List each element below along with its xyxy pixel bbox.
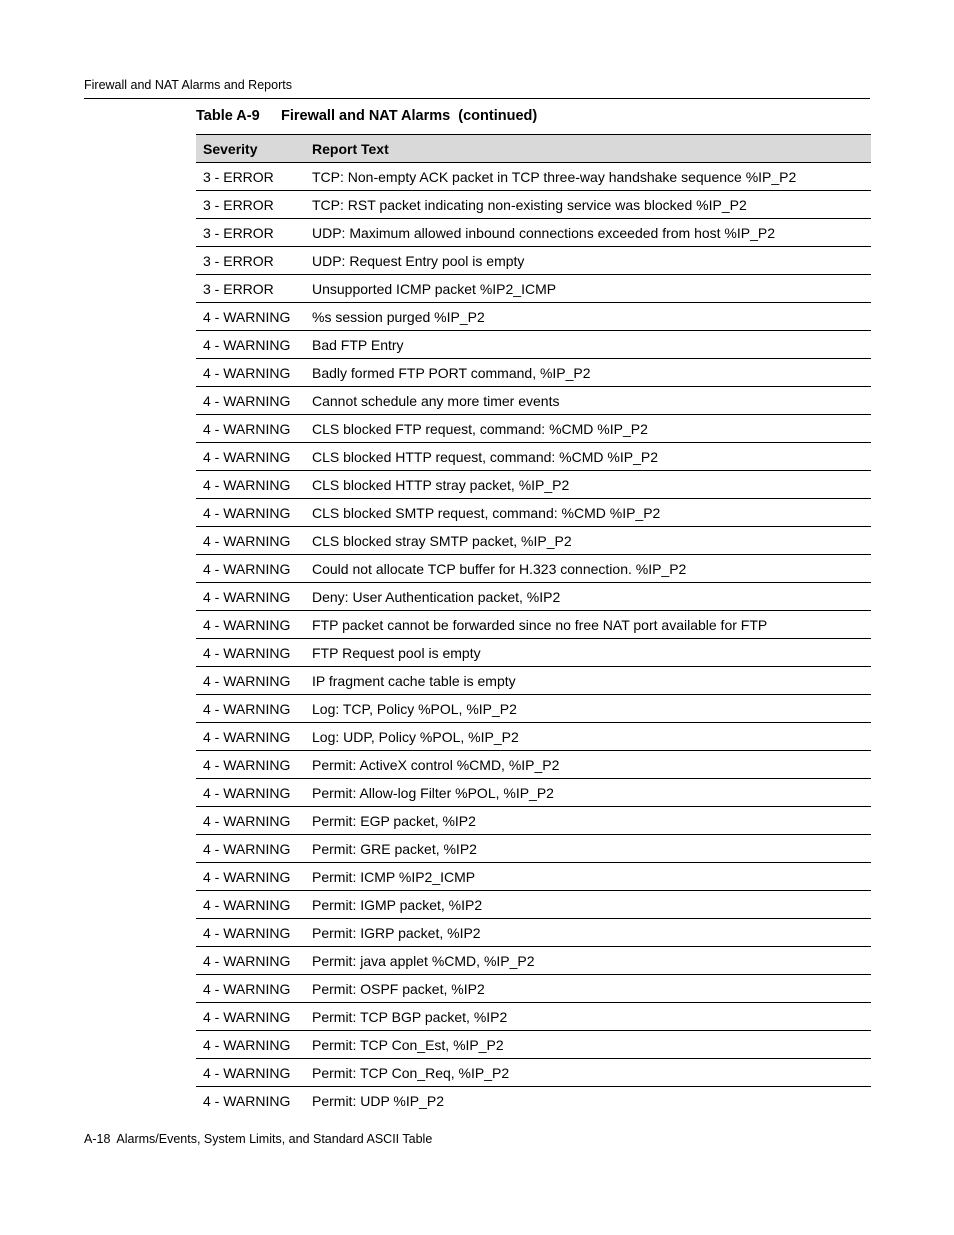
report-text-cell: FTP Request pool is empty	[306, 639, 871, 667]
report-text-cell: CLS blocked stray SMTP packet, %IP_P2	[306, 527, 871, 555]
table-header-row	[196, 135, 871, 163]
table-row	[196, 275, 871, 303]
report-text-cell: TCP: RST packet indicating non-existing service was blocked %IP_P2	[306, 191, 871, 219]
report-text-cell: Permit: EGP packet, %IP2	[306, 807, 871, 835]
report-text-cell: Unsupported ICMP packet %IP2_ICMP	[306, 275, 871, 303]
alarm-table	[196, 134, 871, 1114]
table-row	[196, 975, 871, 1003]
severity-cell: 4 - WARNING	[196, 527, 306, 555]
report-text-cell: UDP: Maximum allowed inbound connections exceeded from host %IP_P2	[306, 219, 871, 247]
severity-cell: 3 - ERROR	[196, 275, 306, 303]
severity-cell: 3 - ERROR	[196, 163, 306, 191]
severity-cell: 4 - WARNING	[196, 863, 306, 891]
severity-cell: 4 - WARNING	[196, 695, 306, 723]
running-footer	[84, 1132, 432, 1146]
table-row	[196, 1087, 871, 1115]
severity-cell: 4 - WARNING	[196, 387, 306, 415]
table-row	[196, 527, 871, 555]
report-text-cell: Permit: UDP %IP_P2	[312, 1092, 445, 1109]
table-row	[196, 1003, 871, 1031]
report-text-cell: Permit: TCP Con_Req, %IP_P2	[306, 1059, 871, 1087]
report-text-cell: CLS blocked FTP request, command: %CMD %IP_P2	[306, 415, 871, 443]
report-text-cell: Permit: IGMP packet, %IP2	[306, 891, 871, 919]
table-row	[196, 1059, 871, 1087]
table-row	[196, 807, 871, 835]
severity-cell: 4 - WARNING	[196, 471, 306, 499]
severity-cell: 4 - WARNING	[196, 1003, 306, 1031]
severity-cell: 3 - ERROR	[196, 247, 306, 275]
table-row	[196, 835, 871, 863]
severity-cell: 4 - WARNING	[196, 723, 306, 751]
table-row	[196, 919, 871, 947]
severity-cell: 4 - WARNING	[196, 499, 306, 527]
table-caption	[196, 108, 537, 124]
table-row	[196, 303, 871, 331]
report-text-cell: Permit: IGRP packet, %IP2	[306, 919, 871, 947]
table-row	[196, 471, 871, 499]
running-header: Firewall and NAT Alarms and Reports	[84, 78, 292, 92]
severity-cell: 4 - WARNING	[196, 947, 306, 975]
severity-cell: 4 - WARNING	[196, 1059, 306, 1087]
severity-cell: 4 - WARNING	[196, 667, 306, 695]
table-title: Firewall and NAT Alarms (continued)	[281, 108, 538, 124]
severity-cell: 3 - ERROR	[196, 191, 306, 219]
severity-cell: 4 - WARNING	[196, 415, 306, 443]
table-row	[196, 667, 871, 695]
severity-cell: 4 - WARNING	[196, 807, 306, 835]
report-text-cell: Permit: TCP BGP packet, %IP2	[306, 1003, 871, 1031]
report-text-cell: %s session purged %IP_P2	[306, 303, 871, 331]
table-row	[196, 191, 871, 219]
severity-cell: 4 - WARNING	[196, 835, 306, 863]
report-text-cell: UDP: Request Entry pool is empty	[306, 247, 871, 275]
severity-cell: 4 - WARNING	[196, 919, 306, 947]
report-text-cell: Deny: User Authentication packet, %IP2	[306, 583, 871, 611]
severity-cell: 4 - WARNING	[196, 555, 306, 583]
table-row	[196, 583, 871, 611]
column-header-report-text: Report Text	[306, 135, 871, 163]
report-text-cell: Permit: Allow-log Filter %POL, %IP_P2	[306, 779, 871, 807]
table-number: Table A-9	[196, 108, 260, 124]
severity-cell: 4 - WARNING	[196, 331, 306, 359]
table-row	[196, 611, 871, 639]
severity-cell: 4 - WARNING	[196, 975, 306, 1003]
severity-cell: 4 - WARNING	[196, 751, 306, 779]
report-text-cell: Permit: GRE packet, %IP2	[306, 835, 871, 863]
table-row	[196, 1031, 871, 1059]
report-text-cell: TCP: Non-empty ACK packet in TCP three-way handshake sequence %IP_P2	[306, 163, 871, 191]
table-row	[196, 387, 871, 415]
report-text-cell: Bad FTP Entry	[306, 331, 871, 359]
table-row	[196, 555, 871, 583]
severity-cell: 4 - WARNING	[196, 779, 306, 807]
table-row	[196, 695, 871, 723]
column-header-severity: Severity	[196, 135, 306, 163]
severity-cell: 4 - WARNING	[196, 443, 306, 471]
report-text-cell: Permit: ICMP %IP2_ICMP	[306, 863, 871, 891]
table-row	[196, 443, 871, 471]
severity-cell: 4 - WARNING	[203, 1092, 291, 1109]
severity-cell: 4 - WARNING	[196, 611, 306, 639]
severity-cell: 4 - WARNING	[196, 583, 306, 611]
report-text-cell: CLS blocked HTTP request, command: %CMD %IP_P2	[306, 443, 871, 471]
report-text-cell: Permit: ActiveX control %CMD, %IP_P2	[306, 751, 871, 779]
report-text-cell: Permit: OSPF packet, %IP2	[306, 975, 871, 1003]
report-text-cell: Log: TCP, Policy %POL, %IP_P2	[306, 695, 871, 723]
table-row	[196, 499, 871, 527]
report-text-cell: IP fragment cache table is empty	[306, 667, 871, 695]
table-row	[196, 359, 871, 387]
table-row	[196, 331, 871, 359]
table-row	[196, 723, 871, 751]
report-text-cell: CLS blocked HTTP stray packet, %IP_P2	[306, 471, 871, 499]
report-text-cell: FTP packet cannot be forwarded since no free NAT port available for FTP	[306, 611, 871, 639]
table-row	[196, 947, 871, 975]
table-row	[196, 415, 871, 443]
report-text-cell: Could not allocate TCP buffer for H.323 connection. %IP_P2	[306, 555, 871, 583]
page-number: A-18	[84, 1132, 111, 1146]
header-rule	[84, 98, 870, 99]
severity-cell: 4 - WARNING	[196, 1031, 306, 1059]
table-row	[196, 891, 871, 919]
table-row	[196, 219, 871, 247]
table-row	[196, 751, 871, 779]
report-text-cell: Permit: TCP Con_Est, %IP_P2	[306, 1031, 871, 1059]
severity-cell: 3 - ERROR	[196, 219, 306, 247]
table-body	[196, 163, 871, 1115]
table-row	[196, 863, 871, 891]
table-row	[196, 639, 871, 667]
table-row	[196, 247, 871, 275]
report-text-cell: Permit: java applet %CMD, %IP_P2	[306, 947, 871, 975]
report-text-cell: Badly formed FTP PORT command, %IP_P2	[306, 359, 871, 387]
report-text-cell: CLS blocked SMTP request, command: %CMD %IP_P2	[306, 499, 871, 527]
report-text-cell: Log: UDP, Policy %POL, %IP_P2	[306, 723, 871, 751]
report-text-cell: Cannot schedule any more timer events	[306, 387, 871, 415]
severity-cell: 4 - WARNING	[196, 303, 306, 331]
book-title: Alarms/Events, System Limits, and Standard ASCII Table	[116, 1132, 433, 1146]
severity-cell: 4 - WARNING	[196, 359, 306, 387]
table-row	[196, 163, 871, 191]
table-row	[196, 779, 871, 807]
severity-cell: 4 - WARNING	[196, 639, 306, 667]
severity-cell: 4 - WARNING	[196, 891, 306, 919]
